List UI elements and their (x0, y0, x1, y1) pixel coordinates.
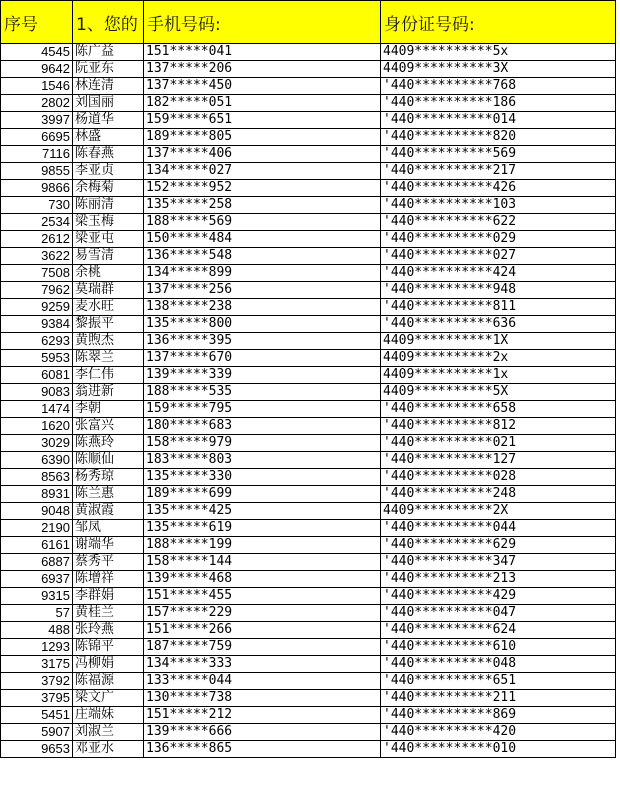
cell-phone[interactable]: 137*****450 (144, 78, 381, 95)
cell-seq[interactable]: 1546 (1, 78, 73, 95)
table-row (1, 129, 616, 146)
table-row (1, 112, 616, 129)
cell-phone[interactable]: 134*****027 (144, 163, 381, 180)
cell-name[interactable]: 陈增祥 (73, 571, 144, 588)
cell-seq[interactable]: 2534 (1, 214, 73, 231)
cell-seq[interactable]: 3175 (1, 656, 73, 673)
cell-phone[interactable]: 151*****455 (144, 588, 381, 605)
header-row (1, 1, 616, 44)
cell-id[interactable]: '440**********948 (381, 282, 616, 299)
cell-phone[interactable]: 152*****952 (144, 180, 381, 197)
table-row (1, 588, 616, 605)
cell-seq[interactable]: 9855 (1, 163, 73, 180)
table-row (1, 605, 616, 622)
cell-phone[interactable]: 137*****206 (144, 61, 381, 78)
table-row (1, 299, 616, 316)
cell-seq[interactable]: 6695 (1, 129, 73, 146)
cell-seq[interactable]: 1620 (1, 418, 73, 435)
table-row (1, 61, 616, 78)
cell-phone[interactable]: 139*****339 (144, 367, 381, 384)
table-row (1, 180, 616, 197)
cell-seq[interactable]: 1474 (1, 401, 73, 418)
cell-seq[interactable]: 9384 (1, 316, 73, 333)
table-row (1, 231, 616, 248)
table-row (1, 690, 616, 707)
cell-seq[interactable]: 2612 (1, 231, 73, 248)
table-row (1, 486, 616, 503)
cell-name[interactable]: 张玲燕 (73, 622, 144, 639)
cell-phone[interactable]: 189*****699 (144, 486, 381, 503)
cell-id[interactable]: '440**********610 (381, 639, 616, 656)
cell-id[interactable]: '440**********812 (381, 418, 616, 435)
table-row (1, 265, 616, 282)
cell-name[interactable]: 杨秀琼 (73, 469, 144, 486)
cell-phone[interactable]: 189*****805 (144, 129, 381, 146)
cell-phone[interactable]: 135*****619 (144, 520, 381, 537)
cell-id[interactable]: '440**********248 (381, 486, 616, 503)
cell-id[interactable]: 4409**********3X (381, 61, 616, 78)
cell-name[interactable]: 陈兰惠 (73, 486, 144, 503)
cell-phone[interactable]: 136*****395 (144, 333, 381, 350)
cell-name[interactable]: 余桃 (73, 265, 144, 282)
cell-phone[interactable]: 130*****738 (144, 690, 381, 707)
cell-name[interactable]: 易雪清 (73, 248, 144, 265)
cell-id[interactable]: '440**********010 (381, 741, 616, 758)
cell-id[interactable]: 4409**********1X (381, 333, 616, 350)
cell-id[interactable]: '440**********047 (381, 605, 616, 622)
cell-id[interactable]: '440**********217 (381, 163, 616, 180)
cell-name[interactable]: 谢端华 (73, 537, 144, 554)
table-row (1, 554, 616, 571)
cell-seq[interactable]: 3997 (1, 112, 73, 129)
cell-id[interactable]: '440**********213 (381, 571, 616, 588)
cell-name[interactable]: 陈广益 (73, 44, 144, 61)
cell-name[interactable]: 陈福源 (73, 673, 144, 690)
cell-phone[interactable]: 138*****238 (144, 299, 381, 316)
cell-phone[interactable]: 151*****212 (144, 707, 381, 724)
cell-phone[interactable]: 134*****899 (144, 265, 381, 282)
cell-seq[interactable]: 9653 (1, 741, 73, 758)
cell-id[interactable]: '440**********021 (381, 435, 616, 452)
cell-name[interactable]: 黄桂兰 (73, 605, 144, 622)
cell-name[interactable]: 冯柳娟 (73, 656, 144, 673)
table-row (1, 197, 616, 214)
cell-id[interactable]: '440**********811 (381, 299, 616, 316)
cell-name[interactable]: 梁玉梅 (73, 214, 144, 231)
cell-name[interactable]: 陈翠兰 (73, 350, 144, 367)
cell-id[interactable]: '440**********426 (381, 180, 616, 197)
cell-phone[interactable]: 188*****199 (144, 537, 381, 554)
table-row (1, 571, 616, 588)
cell-phone[interactable]: 139*****666 (144, 724, 381, 741)
table-row (1, 520, 616, 537)
cell-name[interactable]: 黄淑霞 (73, 503, 144, 520)
table-row (1, 95, 616, 112)
cell-seq[interactable]: 488 (1, 622, 73, 639)
cell-seq[interactable]: 5451 (1, 707, 73, 724)
cell-phone[interactable]: 136*****865 (144, 741, 381, 758)
header-id[interactable]: 身份证号码: (381, 1, 616, 44)
cell-id[interactable]: '440**********629 (381, 537, 616, 554)
cell-id[interactable]: '440**********768 (381, 78, 616, 95)
cell-phone[interactable]: 158*****979 (144, 435, 381, 452)
cell-seq[interactable]: 8563 (1, 469, 73, 486)
table-row (1, 214, 616, 231)
cell-seq[interactable]: 1293 (1, 639, 73, 656)
cell-seq[interactable]: 7508 (1, 265, 73, 282)
cell-seq[interactable]: 4545 (1, 44, 73, 61)
table-row (1, 656, 616, 673)
cell-seq[interactable]: 3029 (1, 435, 73, 452)
cell-seq[interactable]: 6161 (1, 537, 73, 554)
cell-seq[interactable]: 9866 (1, 180, 73, 197)
cell-id[interactable]: '440**********014 (381, 112, 616, 129)
table-row (1, 78, 616, 95)
cell-name[interactable]: 陈燕玲 (73, 435, 144, 452)
cell-name[interactable]: 阮亚东 (73, 61, 144, 78)
cell-seq[interactable]: 5907 (1, 724, 73, 741)
cell-seq[interactable]: 5953 (1, 350, 73, 367)
cell-name[interactable]: 陈丽清 (73, 197, 144, 214)
cell-id[interactable]: '440**********569 (381, 146, 616, 163)
cell-seq[interactable]: 9048 (1, 503, 73, 520)
table-row (1, 418, 616, 435)
cell-name[interactable]: 邹凤 (73, 520, 144, 537)
cell-phone[interactable]: 188*****535 (144, 384, 381, 401)
cell-id[interactable]: '440**********820 (381, 129, 616, 146)
table-row (1, 724, 616, 741)
table-row (1, 622, 616, 639)
cell-name[interactable]: 梁亚屯 (73, 231, 144, 248)
cell-seq[interactable]: 3795 (1, 690, 73, 707)
cell-name[interactable]: 林盛 (73, 129, 144, 146)
cell-name[interactable]: 庄端妹 (73, 707, 144, 724)
table-row (1, 673, 616, 690)
cell-id[interactable]: '440**********624 (381, 622, 616, 639)
cell-name[interactable]: 李亚贞 (73, 163, 144, 180)
cell-seq[interactable]: 7962 (1, 282, 73, 299)
cell-id[interactable]: '440**********651 (381, 673, 616, 690)
table-row (1, 163, 616, 180)
cell-name[interactable]: 翁进新 (73, 384, 144, 401)
cell-seq[interactable]: 6293 (1, 333, 73, 350)
cell-phone[interactable]: 159*****795 (144, 401, 381, 418)
cell-id[interactable]: '440**********044 (381, 520, 616, 537)
cell-name[interactable]: 林连清 (73, 78, 144, 95)
cell-seq[interactable]: 3622 (1, 248, 73, 265)
cell-seq[interactable]: 6937 (1, 571, 73, 588)
cell-phone[interactable]: 151*****266 (144, 622, 381, 639)
cell-id[interactable]: 4409**********2X (381, 503, 616, 520)
cell-id[interactable]: 4409**********5X (381, 384, 616, 401)
cell-phone[interactable]: 159*****651 (144, 112, 381, 129)
cell-seq[interactable]: 7116 (1, 146, 73, 163)
table-row (1, 44, 616, 61)
cell-name[interactable]: 刘淑兰 (73, 724, 144, 741)
header-phone[interactable]: 手机号码: (144, 1, 381, 44)
cell-name[interactable]: 蔡秀平 (73, 554, 144, 571)
cell-name[interactable]: 黄煦杰 (73, 333, 144, 350)
cell-seq[interactable]: 2802 (1, 95, 73, 112)
table-row (1, 146, 616, 163)
table-row (1, 537, 616, 554)
cell-id[interactable]: '440**********027 (381, 248, 616, 265)
cell-phone[interactable]: 158*****144 (144, 554, 381, 571)
cell-seq[interactable]: 6390 (1, 452, 73, 469)
cell-name[interactable]: 黎振平 (73, 316, 144, 333)
table-row (1, 707, 616, 724)
cell-id[interactable]: 4409**********2x (381, 350, 616, 367)
cell-phone[interactable]: 135*****800 (144, 316, 381, 333)
cell-name[interactable]: 余梅菊 (73, 180, 144, 197)
cell-phone[interactable]: 135*****330 (144, 469, 381, 486)
cell-name[interactable]: 张富兴 (73, 418, 144, 435)
table-row (1, 452, 616, 469)
cell-id[interactable]: '440**********420 (381, 724, 616, 741)
cell-id[interactable]: 4409**********5x (381, 44, 616, 61)
cell-id[interactable]: '440**********658 (381, 401, 616, 418)
cell-id[interactable]: '440**********424 (381, 265, 616, 282)
cell-id[interactable]: '440**********048 (381, 656, 616, 673)
cell-phone[interactable]: 151*****041 (144, 44, 381, 61)
cell-phone[interactable]: 136*****548 (144, 248, 381, 265)
table-row (1, 333, 616, 350)
table-row (1, 248, 616, 265)
cell-phone[interactable]: 150*****484 (144, 231, 381, 248)
cell-name[interactable]: 李群娟 (73, 588, 144, 605)
table-row (1, 469, 616, 486)
cell-id[interactable]: 4409**********1x (381, 367, 616, 384)
cell-id[interactable]: '440**********127 (381, 452, 616, 469)
table-row (1, 503, 616, 520)
cell-seq[interactable]: 8931 (1, 486, 73, 503)
cell-phone[interactable]: 137*****670 (144, 350, 381, 367)
cell-name[interactable]: 李仁伟 (73, 367, 144, 384)
cell-phone[interactable]: 188*****569 (144, 214, 381, 231)
cell-phone[interactable]: 137*****256 (144, 282, 381, 299)
cell-id[interactable]: '440**********029 (381, 231, 616, 248)
table-row (1, 401, 616, 418)
cell-id[interactable]: '440**********211 (381, 690, 616, 707)
cell-phone[interactable]: 135*****425 (144, 503, 381, 520)
cell-name[interactable]: 梁文广 (73, 690, 144, 707)
header-name[interactable]: 1、您的 (73, 1, 144, 44)
cell-name[interactable]: 刘国丽 (73, 95, 144, 112)
cell-phone[interactable]: 183*****803 (144, 452, 381, 469)
cell-phone[interactable]: 187*****759 (144, 639, 381, 656)
cell-seq[interactable]: 9315 (1, 588, 73, 605)
cell-name[interactable]: 莫瑞群 (73, 282, 144, 299)
cell-seq[interactable]: 9083 (1, 384, 73, 401)
cell-phone[interactable]: 137*****406 (144, 146, 381, 163)
table-row (1, 350, 616, 367)
cell-phone[interactable]: 135*****258 (144, 197, 381, 214)
table-row (1, 384, 616, 401)
cell-id[interactable]: '440**********347 (381, 554, 616, 571)
table-row (1, 282, 616, 299)
cell-name[interactable]: 陈锦平 (73, 639, 144, 656)
cell-phone[interactable]: 182*****051 (144, 95, 381, 112)
cell-id[interactable]: '440**********186 (381, 95, 616, 112)
cell-name[interactable]: 麦水旺 (73, 299, 144, 316)
table-row (1, 639, 616, 656)
cell-phone[interactable]: 139*****468 (144, 571, 381, 588)
cell-id[interactable]: '440**********028 (381, 469, 616, 486)
header-seq[interactable]: 序号 (1, 1, 73, 44)
cell-id[interactable]: '440**********103 (381, 197, 616, 214)
cell-phone[interactable]: 134*****333 (144, 656, 381, 673)
cell-name[interactable]: 陈顺仙 (73, 452, 144, 469)
cell-name[interactable]: 陈春燕 (73, 146, 144, 163)
table-row (1, 367, 616, 384)
table-row (1, 316, 616, 333)
cell-id[interactable]: '440**********429 (381, 588, 616, 605)
cell-name[interactable]: 杨道华 (73, 112, 144, 129)
cell-phone[interactable]: 133*****044 (144, 673, 381, 690)
cell-phone[interactable]: 157*****229 (144, 605, 381, 622)
cell-seq[interactable]: 57 (1, 605, 73, 622)
cell-id[interactable]: '440**********636 (381, 316, 616, 333)
table-row (1, 435, 616, 452)
cell-seq[interactable]: 730 (1, 197, 73, 214)
cell-phone[interactable]: 180*****683 (144, 418, 381, 435)
cell-seq[interactable]: 3792 (1, 673, 73, 690)
cell-name[interactable]: 邓亚水 (73, 741, 144, 758)
table-row (1, 741, 616, 758)
cell-id[interactable]: '440**********869 (381, 707, 616, 724)
cell-seq[interactable]: 9259 (1, 299, 73, 316)
cell-seq[interactable]: 9642 (1, 61, 73, 78)
cell-name[interactable]: 李朝 (73, 401, 144, 418)
cell-seq[interactable]: 6081 (1, 367, 73, 384)
cell-seq[interactable]: 2190 (1, 520, 73, 537)
cell-id[interactable]: '440**********622 (381, 214, 616, 231)
cell-seq[interactable]: 6887 (1, 554, 73, 571)
